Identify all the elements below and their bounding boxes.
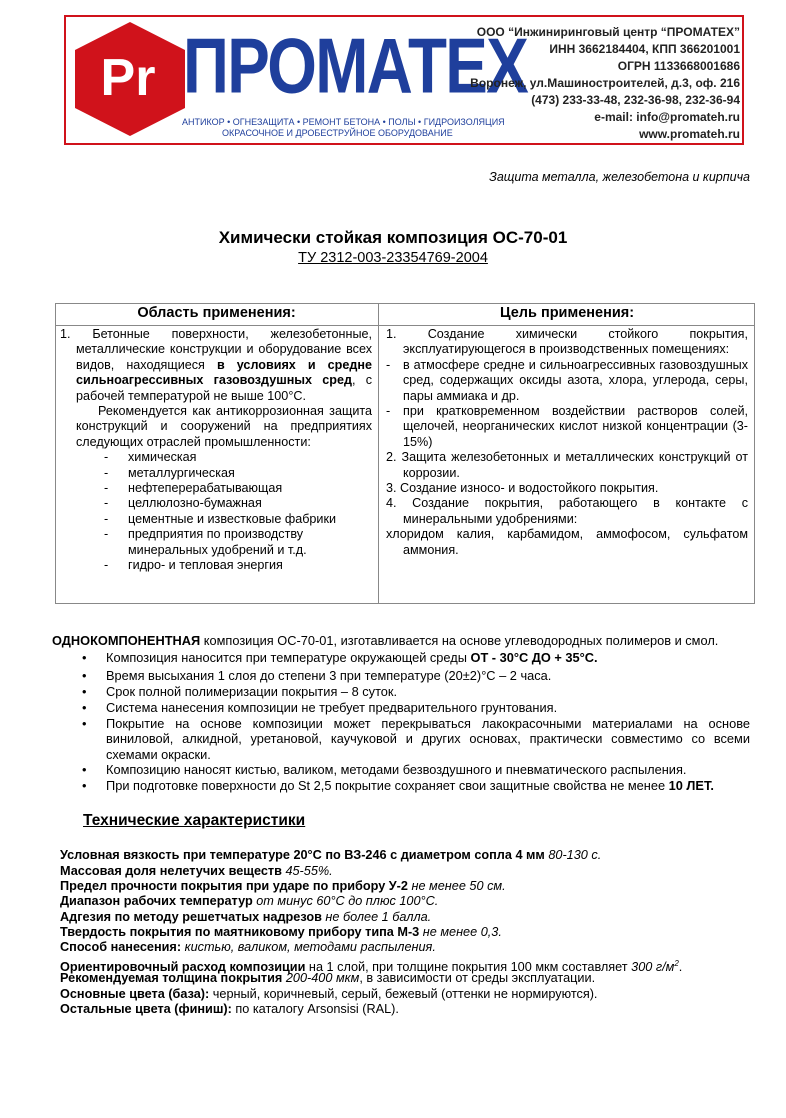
spec-base-colors [60,987,597,1002]
purpose-item-1: 1. Создание химически стойкого покрытия, эксплуатирующегося в производственных помещениях: [386,327,748,357]
spec-text: на 1 слой, при толщине покрытия 100 мкм составляет [305,960,632,975]
spec-label: Адгезия по методу решетчатых надрезов [60,910,322,924]
document-spec-number [0,250,786,266]
bullet-7-text: При подготовке поверхности до St 2,5 покрытие сохраняет свои защитные свойства не менее [106,778,669,793]
intro-paragraph [52,633,752,648]
spec-text: по каталогу Arsonsisi (RAL). [231,1002,399,1016]
scope-recommendation: Рекомендуется как антикоррозионная защита конструкций и сооружений на предприятиях следующих отраслей промышленности: [76,404,372,449]
bullet-1-text: Композиция наносится при температуре окружающей среды [106,650,471,665]
spec-viscosity [60,848,601,863]
industry-label: предприятия по производству минеральных удобрений и т.д. [128,527,307,557]
spec-value: кистью, валиком, методами распыления. [181,940,436,954]
spec-temperature-range [60,894,438,909]
spec-value: 300 г/м [631,960,675,975]
spec-text: , в зависимости от среды эксплуатации. [359,971,596,985]
industry-label: металлургическая [128,465,235,480]
purpose-cell [386,327,748,558]
spec-value: не более 1 балла. [321,910,432,924]
scope-item-1-bold: в условиях и средне сильноагрессивных газовоздушных сред [76,357,372,388]
list-item: • Композиция наносится при температуре окружающей среды ОТ - 30°С ДО + 35°С. [82,650,598,665]
purpose-sub-1-text: в атмосфере средне и сильноагрессивных газовоздушных сред, содержащих оксиды азота, хлора, углерода, серы, пары аммиака и др. [403,357,748,403]
list-item: - химическая [104,450,197,465]
page-tagline: Защита металла, железобетона и кирпича [489,170,750,184]
spec-application-method [60,940,436,955]
intro-bold: ОДНОКОМПОНЕНТНАЯ [52,633,201,648]
company-site[interactable]: www.promateh.ru [639,127,740,141]
industry-label: гидро- и тепловая энергия [128,558,283,573]
list-item: • При подготовке поверхности до St 2,5 покрытие сохраняет свои защитные свойства не менее 10 ЛЕТ. [82,778,714,793]
company-email[interactable]: e-mail: info@promateh.ru [594,110,740,124]
spec-number-text: ТУ 2312-003-23354769-2004 [298,250,488,266]
bullet-6-text: Композицию наносят кистью, валиком, методами безвоздушного и пневматического распыления. [106,762,687,777]
purpose-sub-1: - в атмосфере средне и сильноагрессивных газовоздушных сред, содержащих оксиды азота, хлора, углерода, серы, пары аммиака и др. [386,357,748,403]
list-item: - предприятия по производству минеральных удобрений и т.д. [104,527,307,557]
scope-item-1-text: 1. Бетонные поверхности, железобетонные, металлические конструкции и оборудование всех видов, находящиеся [60,327,372,372]
scope-item-1-tail: , с рабочей температурой не выше 100°С. [76,373,372,403]
bullet-2-text: Время высыхания 1 слоя до степени 3 при температуре (20±2)°С – 2 часа. [106,668,552,683]
list-item: • Система нанесения композиции не требует предварительного грунтования. [82,700,750,715]
purpose-item-4: 4. Создание покрытия, работающего в контакте с минеральными удобрениями: [386,496,748,526]
tech-heading: Технические характеристики [83,812,306,829]
list-item: • Композицию наносят кистью, валиком, методами безвоздушного и пневматического распыления. [82,762,750,777]
logo-hexagon-icon [70,20,190,138]
document-title: Химически стойкая композиция ОС-70-01 [218,228,568,247]
spec-label: Ориентировочный расход композиции [60,960,306,975]
table-column-divider [378,303,379,604]
logo-wordmark: ПРОМАТЕХ [183,22,528,110]
table-header-divider [55,325,755,326]
industry-label: химическая [128,450,197,465]
list-item: - металлургическая [104,465,235,480]
spec-finish-colors [60,1002,399,1017]
spec-label: Диапазон рабочих температур [60,894,253,908]
bullet-3-text: Срок полной полимеризации покрытия – 8 суток. [106,684,398,699]
purpose-item-3: 3. Создание износо- и водостойкого покрытия. [386,481,659,496]
spec-adhesion [60,910,431,925]
spec-end: . [678,960,683,975]
industry-label: нефтеперерабатывающая [128,481,283,496]
spec-nonvolatile [60,864,333,879]
spec-unit-superscript: 2 [674,959,679,968]
company-ogrn: ОГРН 1133668001686 [617,59,740,73]
spec-label: Предел прочности покрытия при ударе по прибору У-2 [60,879,408,893]
list-item: • Срок полной полимеризации покрытия – 8 суток. [82,684,750,699]
spec-label: Твердость покрытия по маятниковому прибору типа М-3 [60,925,420,939]
spec-label: Условная вязкость при температуре 20°С по ВЗ-246 с диаметром сопла 4 мм [60,848,545,862]
spec-value: от минус 60°С до плюс 100°С. [252,894,439,908]
spec-label: Основные цвета (база): [60,987,210,1001]
company-inn: ИНН 3662184404, КПП 366201001 [549,42,740,56]
industry-label: целлюлозно-бумажная [128,496,262,511]
logo-tagline-2: ОКРАСОЧНОЕ И ДРОБЕСТРУЙНОЕ ОБОРУДОВАНИЕ [222,128,453,138]
company-address: Воронеж, ул.Машиностроителей, д.3, оф. 216 [470,76,740,90]
scope-cell [60,327,372,574]
bullet-5-text: Покрытие на основе композиции может перекрываться лакокрасочными материалами на основе виниловой, алкидной, уретановой, каучуковой и других основах, практически совместимо со всеми схемами окраски. [106,716,750,762]
logo-mark: Pr [100,49,156,107]
bullet-4-text: Система нанесения композиции не требует предварительного грунтования. [106,700,558,715]
bullet-7-bold: 10 ЛЕТ. [668,778,714,793]
list-item: - цементные и известковые фабрики [104,511,336,526]
spec-label: Способ нанесения: [60,940,182,954]
spec-label: Рекомендуемая толщина покрытия [60,971,283,985]
spec-thickness [60,971,595,986]
purpose-item-2: 2. Защита железобетонных и металлических конструкций от коррозии. [386,450,748,480]
list-item: • Покрытие на основе композиции может перекрываться лакокрасочными материалами на основе виниловой, алкидной, уретановой, каучуковой и других основах, практически совместимо со всеми схемами окраски. [82,716,750,762]
purpose-item-4-tail: хлоридом калия, карбамидом, аммофосом, сульфатом аммония. [386,527,748,557]
list-item: • Время высыхания 1 слоя до степени 3 при температуре (20±2)°С – 2 часа. [82,668,750,683]
scope-item-1 [60,327,372,404]
logo-tagline-1: АНТИКОР • ОГНЕЗАЩИТА • РЕМОНТ БЕТОНА • ПОЛЫ • ГИДРОИЗОЛЯЦИЯ [182,117,505,127]
table-header-scope: Область применения: [137,305,296,321]
company-name: ООО “Инжиниринговый центр “ПРОМАТЕХ” [476,25,740,39]
industry-list [60,450,372,573]
spec-label: Остальные цвета (финиш): [60,1002,232,1016]
industry-label: цементные и известковые фабрики [128,511,336,526]
spec-text: черный, коричневый, серый, бежевый (оттенки не нормируются). [209,987,598,1001]
company-phone: (473) 233-33-48, 232-36-98, 232-36-94 [531,93,740,107]
list-item: - гидро- и тепловая энергия [104,558,283,573]
list-item: - нефтеперерабатывающая [104,481,283,496]
spec-hardness [60,925,502,940]
spec-value: не менее 50 см. [407,879,506,893]
spec-value: 200-400 мкм [282,971,360,985]
spec-value: не менее 0,3. [419,925,502,939]
spec-value: 45-55%. [281,864,333,878]
purpose-sub-2-text: при кратковременном воздействии растворов солей, щелочей, неорганических кислот низкой концентрации (3-15%) [403,404,748,449]
spec-label: Массовая доля нелетучих веществ [60,864,282,878]
bullet-1-bold: ОТ - 30°С ДО + 35°С. [470,650,598,665]
list-item: - целлюлозно-бумажная [104,496,262,511]
intro-text: композиция ОС-70-01, изготавливается на основе углеводородных полимеров и смол. [200,633,719,648]
table-header-purpose: Цель применения: [499,305,635,321]
spec-impact-strength [60,879,506,894]
spec-value: 80-130 с. [544,848,602,862]
purpose-sub-2: - при кратковременном воздействии растворов солей, щелочей, неорганических кислот низкой концентрации (3-15%) [386,404,748,449]
